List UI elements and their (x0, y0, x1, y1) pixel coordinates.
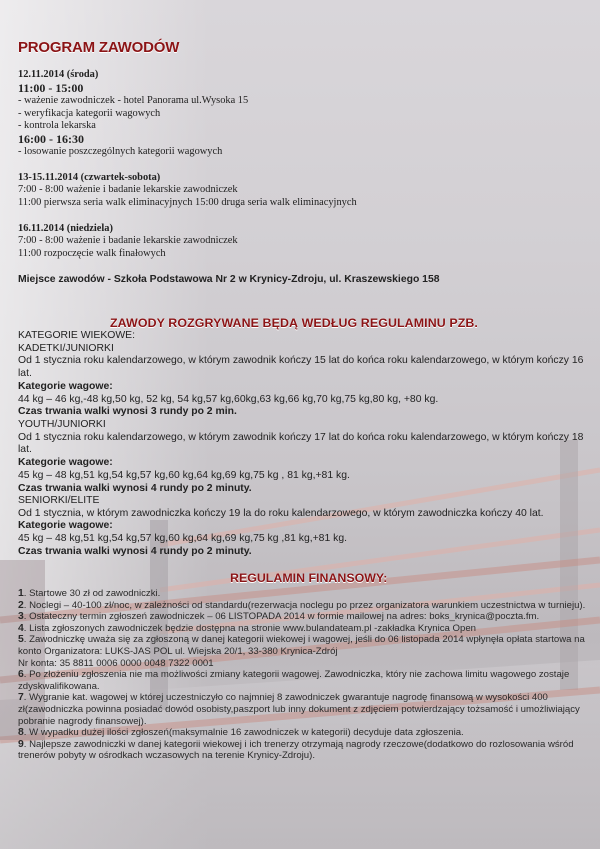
category-name: KADETKI/JUNIORKI (18, 342, 114, 354)
weights-label: Kategorie wagowe: (18, 520, 113, 532)
finance-item: 8. W wypadku dużej ilości zgłoszeń(maksymalnie 16 zawodniczek w kategorii) decyduje data zgłoszenia. (18, 727, 464, 739)
day-3-date: 16.11.2014 (niedziela) (18, 223, 113, 234)
finance-item: 9. Najlepsze zawodniczki w danej kategorii wiekowej i ich trenerzy otrzymają nagrody rzeczowe(dodatkowo do rozlosowania wśród trenerów pobyty w ośrodkach wczasowych na terenie Krynicy-Zdroju). (18, 738, 574, 762)
category-desc: Od 1 stycznia roku kalendarzowego, w którym zawodnik kończy 15 lat do końca roku kalendarzowego, w którym kończy 16 lat. (18, 355, 584, 380)
bout-duration: Czas trwania walki wynosi 3 rundy po 2 min. (18, 406, 237, 418)
category-desc: Od 1 stycznia, w którym zawodniczka kończy 19 la do roku kalendarzowego, w którym zawodniczka kończy 40 lat. (18, 507, 544, 519)
category-youth (18, 419, 588, 495)
day-1-item: - weryfikacja kategorii wagowych (18, 107, 161, 119)
rules-heading: ZAWODY ROZGRYWANE BĘDĄ WEDŁUG REGULAMINU PZB. (110, 316, 478, 330)
program-day-3 (18, 223, 238, 260)
bout-duration: Czas trwania walki wynosi 4 rundy po 2 minuty. (18, 545, 252, 557)
finance-item: 2. Noclegi – 40-100 zł/noc, w zależności od standardu(rezerwacja noclegu po przez organizatora warunkiem uczestnictwa w turnieju). (18, 599, 586, 611)
program-day-2 (18, 172, 357, 209)
day-2-date: 13-15.11.2014 (czwartek-sobota) (18, 172, 161, 183)
category-name: YOUTH/JUNIORKI (18, 419, 106, 430)
finance-item: 4. Lista zgłoszonych zawodniczek będzie dostępna na stronie www.bulandateam.pl -zakładka Krynica Open (18, 622, 477, 634)
finance-item: 5. Zawodniczkę uważa się za zgłoszoną w danej kategorii wiekowej i wagowej, jeśli do 06 listopada 2014 wpłynęła opłata startowa na konto Organizatora: LUKS-JAS POL ul. Wiejska 20/1, 33-380 Krynica-Zdrój (18, 634, 585, 657)
day-1-item: - ważenie zawodniczek - hotel Panorama ul.Wysoka 15 (18, 95, 249, 107)
category-name: SENIORKI/ELITE (18, 495, 100, 506)
day-1-item: - kontrola lekarska (18, 120, 96, 132)
day-2-item: 11:00 pierwsza seria walk eliminacyjnych 15:00 druga seria walk eliminacyjnych (18, 196, 357, 208)
weights-label: Kategorie wagowe: (18, 380, 113, 392)
finance-item: 3. Ostateczny termin zgłoszeń zawodniczek – 06 LISTOPADA 2014 w formie mailowej na adres: boks_krynica@poczta.fm. (18, 611, 540, 623)
finance-list (18, 588, 588, 762)
day-1-time-1: 11:00 - 15:00 (18, 81, 84, 96)
bout-duration: Czas trwania walki wynosi 4 rundy po 2 minuty. (18, 482, 252, 494)
program-heading: PROGRAM ZAWODÓW (18, 39, 180, 56)
weights-list: 45 kg – 48 kg,51 kg,54 kg,57 kg,60 kg,64 kg,69 kg,75 kg , 81 kg,+81 kg. (18, 469, 350, 481)
finance-item: 6. Po złożeniu zgłoszenia nie ma możliwości zmiany kategorii wagowej. Zawodniczka, który nie zachowa limitu wagowego zostaje zdyskwalifikowana. (18, 669, 570, 692)
category-senior (18, 495, 588, 559)
day-1-date: 12.11.2014 (środa) (18, 69, 99, 80)
categories-header: KATEGORIE WIEKOWE: (18, 330, 136, 341)
program-day-1 (18, 69, 248, 158)
venue-line: Miejsce zawodów - Szkoła Podstawowa Nr 2 w Krynicy-Zdroju, ul. Kraszewskiego 158 (18, 274, 440, 285)
finance-item: 7. Wygranie kat. wagowej w której uczestniczyło co najmniej 8 zawodniczek gwarantuje nagrodę finansową w wysokości 400 zł(zawodniczka powinna posiadać dowód osobisty,paszport lub inny dokument z zdjęciem potwierdzający tożsamość i umożliwiający pobranie nagrody finansowej). (18, 692, 580, 727)
day-3-item: 11:00 rozpoczęcie walk finałowych (18, 247, 166, 259)
finance-item: 1. Startowe 30 zł od zawodniczki. (18, 588, 161, 599)
category-desc: Od 1 stycznia roku kalendarzowego, w którym zawodnik kończy 17 lat do końca roku kalendarzowego, w którym kończy 18 lat. (18, 431, 584, 456)
weights-label: Kategorie wagowe: (18, 457, 113, 469)
category-kadetki (18, 330, 588, 419)
day-2-item: 7:00 - 8:00 ważenie i badanie lekarskie zawodniczek (18, 184, 238, 196)
finance-heading: REGULAMIN FINANSOWY: (230, 571, 388, 585)
finance-item-account: Nr konta: 35 8811 0006 0000 0048 7322 0001 (18, 657, 214, 669)
weights-list: 44 kg – 46 kg,-48 kg,50 kg, 52 kg, 54 kg,57 kg,60kg,63 kg,66 kg,70 kg,75 kg,80 kg, +80 kg. (18, 393, 439, 405)
day-3-item: 7:00 - 8:00 ważenie i badanie lekarskie zawodniczek (18, 235, 238, 247)
day-1-item: - losowanie poszczególnych kategorii wagowych (18, 145, 223, 157)
weights-list: 45 kg – 48 kg,51 kg,54 kg,57 kg,60 kg,64 kg,69 kg,75 kg ,81 kg,+81 kg. (18, 533, 347, 545)
day-1-time-2: 16:00 - 16:30 (18, 131, 84, 146)
